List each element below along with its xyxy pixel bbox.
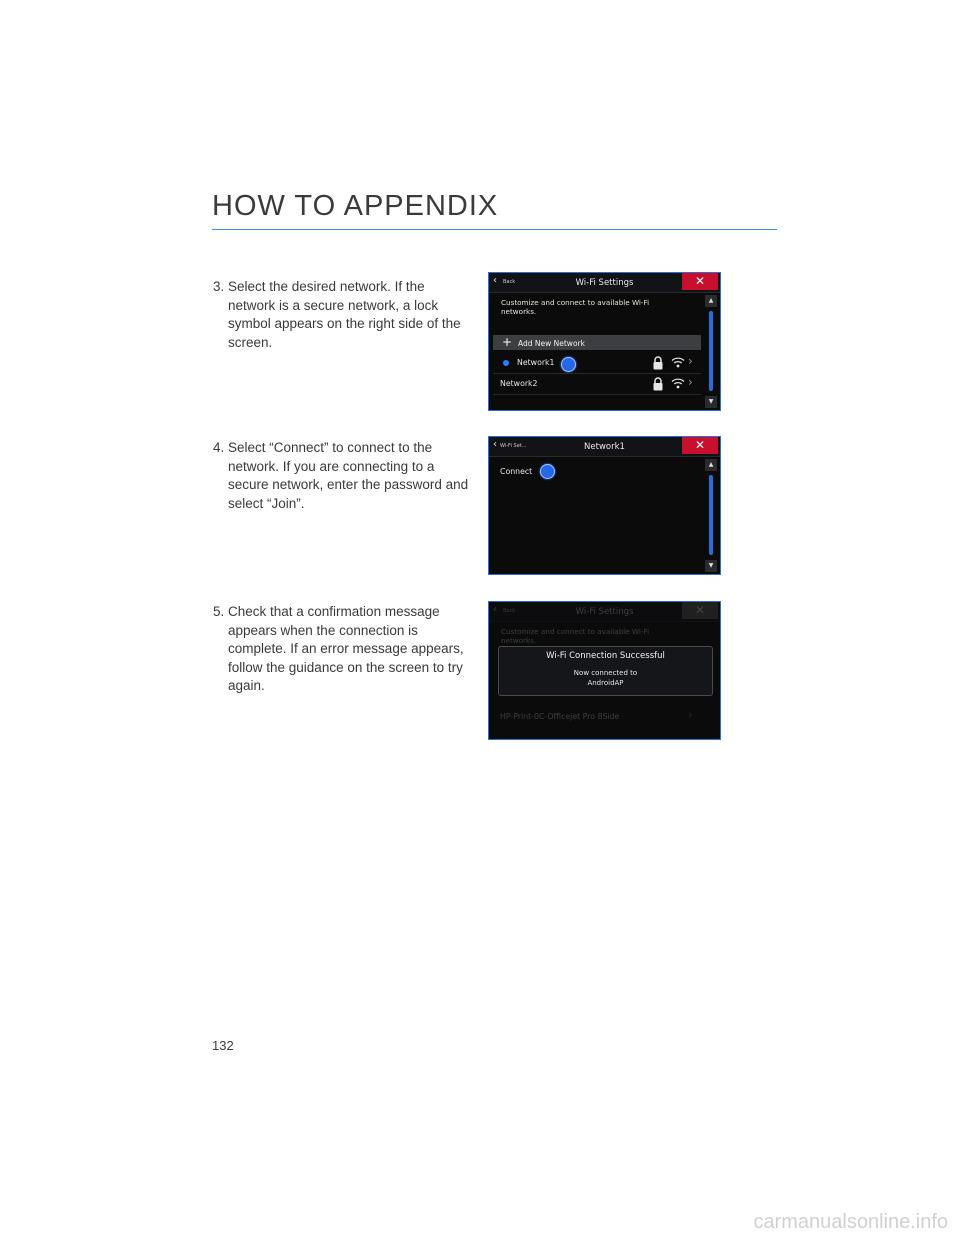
back-button-label[interactable]: Back bbox=[503, 279, 516, 285]
screen-title: Network1 bbox=[584, 442, 625, 452]
chevron-right-icon: › bbox=[688, 708, 693, 722]
connection-success-screen bbox=[488, 601, 721, 740]
close-icon[interactable]: ✕ bbox=[682, 437, 718, 454]
scroll-thumb[interactable] bbox=[709, 311, 713, 391]
scrollbar[interactable] bbox=[705, 295, 717, 408]
scrollbar[interactable] bbox=[705, 459, 717, 572]
network-name: HP-Print-0C-Officejet Pro 8Side bbox=[500, 712, 620, 721]
section-title: HOW TO APPENDIX bbox=[212, 190, 499, 222]
network-row[interactable] bbox=[493, 374, 701, 395]
success-dialog bbox=[498, 646, 713, 696]
step-text: Select “Connect” to connect to the network. If you are connecting to a secure network, enter the password and select “Join”. bbox=[228, 440, 469, 511]
step-4 bbox=[213, 439, 475, 513]
screen-title: Wi-Fi Settings bbox=[575, 607, 634, 617]
scroll-up-icon[interactable]: ▲ bbox=[705, 459, 717, 471]
wifi-settings-screen bbox=[488, 272, 721, 411]
back-chevron-icon[interactable]: ‹ bbox=[493, 439, 497, 450]
network-name: Network1 bbox=[517, 358, 555, 367]
lock-icon bbox=[652, 356, 664, 370]
screen-header bbox=[489, 437, 720, 457]
scroll-down-icon[interactable]: ▼ bbox=[705, 396, 717, 408]
touch-indicator bbox=[540, 464, 555, 479]
back-button-label[interactable]: Wi-Fi Set... bbox=[500, 443, 527, 449]
dialog-network-name: AndroidAP bbox=[587, 679, 624, 687]
wifi-icon bbox=[671, 377, 685, 389]
scroll-thumb[interactable] bbox=[709, 475, 713, 555]
step-text: Select the desired network. If the network is a secure network, a lock symbol appears on the right side of the screen. bbox=[228, 279, 461, 350]
screen-description: Customize and connect to available Wi-Fi networks. bbox=[501, 627, 650, 645]
screen-header bbox=[489, 273, 720, 293]
dialog-message: Now connected to bbox=[573, 669, 638, 677]
back-chevron-icon: ‹ bbox=[493, 604, 497, 615]
connect-button[interactable]: Connect bbox=[500, 467, 533, 476]
step-number: 5. bbox=[213, 604, 225, 619]
scroll-up-icon[interactable]: ▲ bbox=[705, 295, 717, 307]
plus-icon: + bbox=[502, 335, 513, 349]
network-row[interactable] bbox=[493, 353, 701, 374]
chevron-right-icon: › bbox=[688, 354, 693, 368]
step-number: 3. bbox=[213, 279, 225, 294]
dialog-title: Wi-Fi Connection Successful bbox=[546, 651, 665, 661]
network-detail-screen bbox=[488, 436, 721, 575]
header-divider bbox=[212, 229, 777, 230]
step-5 bbox=[213, 603, 475, 696]
wifi-icon bbox=[671, 356, 685, 368]
screen-title: Wi-Fi Settings bbox=[575, 278, 634, 288]
screen-header bbox=[489, 602, 720, 622]
network-row bbox=[493, 707, 701, 727]
lock-icon bbox=[652, 377, 664, 391]
connected-dot-icon bbox=[503, 360, 509, 366]
screen-description: Customize and connect to available Wi-Fi networks. bbox=[501, 298, 650, 316]
scroll-down-icon[interactable]: ▼ bbox=[705, 560, 717, 572]
close-icon[interactable]: ✕ bbox=[682, 273, 718, 290]
chevron-right-icon: › bbox=[688, 375, 693, 389]
back-chevron-icon[interactable]: ‹ bbox=[493, 275, 497, 286]
step-number: 4. bbox=[213, 440, 225, 455]
network-name: Network2 bbox=[500, 379, 538, 388]
add-network-label: Add New Network bbox=[518, 338, 585, 348]
page-number: 132 bbox=[212, 1038, 234, 1053]
back-button-label: Back bbox=[503, 608, 516, 614]
close-icon: ✕ bbox=[682, 602, 718, 619]
watermark: carmanualsonline.info bbox=[753, 1211, 948, 1233]
step-text: Check that a confirmation message appears when the connection is complete. If an error message appears, follow the guidance on the screen to try again. bbox=[228, 604, 464, 693]
step-3 bbox=[213, 278, 475, 352]
add-new-network-button[interactable] bbox=[493, 335, 701, 350]
touch-indicator bbox=[561, 357, 576, 372]
